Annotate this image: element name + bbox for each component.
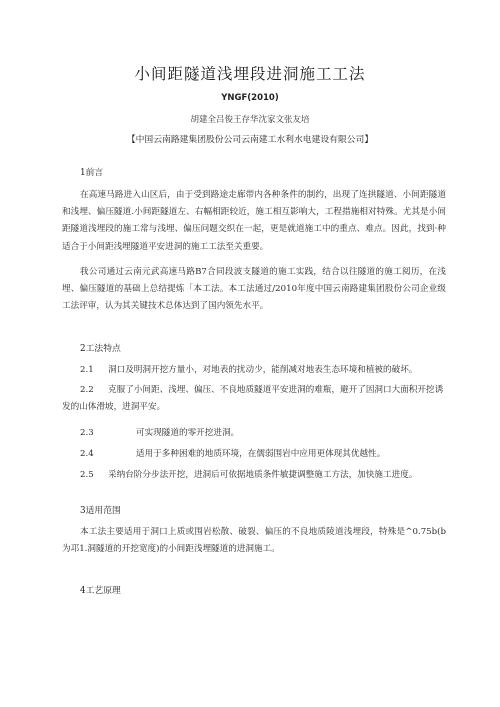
list-item-number: 2.5 bbox=[80, 470, 94, 480]
list-item-text: 适用于多种困难的地质环境，在儒弱围岩中应用更体现其优越性。 bbox=[136, 449, 386, 459]
list-item-text: 采纳台阶分步法开挖，进洞后可依据地质条件敏捷调整施工方法，加快施工进度。 bbox=[108, 470, 418, 480]
list-item-text: 可实现隧道的零开挖进洞。 bbox=[136, 428, 240, 438]
section-heading-2: 2工法特点 bbox=[80, 344, 121, 354]
author-list: 胡建全吕俊王存华沈家文张友培 bbox=[190, 115, 310, 125]
list-item-number: 2.2 bbox=[80, 385, 94, 395]
list-item bbox=[62, 425, 446, 442]
list-item-number: 2.3 bbox=[80, 428, 94, 438]
list-item bbox=[62, 382, 446, 416]
list-item-number: 2.4 bbox=[80, 449, 94, 459]
section-heading-1: 1前言 bbox=[80, 168, 104, 178]
list-item-number: 2.1 bbox=[80, 365, 94, 375]
list-item bbox=[62, 446, 446, 463]
list-item-text: 克服了小间距、浅埋、偏压、不良地质隧道平安进洞的难瓶，避开了因洞口大面积开挖诱发的山体滑坡，进洞平安。 bbox=[62, 385, 444, 413]
standard-code: YNGF(2010) bbox=[221, 93, 279, 103]
section-heading-4: 4工艺原理 bbox=[80, 586, 121, 596]
section-heading-3: 3适用范围 bbox=[80, 506, 121, 516]
list-item bbox=[62, 362, 446, 379]
affiliation: 【中国云南路建集团股份公司云南建工水利水电建设有限公司】 bbox=[126, 135, 374, 145]
paragraph-scope: 本工法主要适用于洞口上质或围岩松散、破裂、偏压的不良地质陵道浅埋段，特殊是^0.75b(b为邛1.洞隧道的开挖宽度)的小间距浅埋隧道的进洞施工。 bbox=[62, 527, 446, 555]
list-item bbox=[62, 467, 446, 484]
paragraph-intro-1: 在高速马路进入山区后，由于受到路途走廊带内各种条件的制约，出现了连拱隧道、小间距隧道和浅埋、偏压隧道.小间距隧道左、右幅相距较近，施工相互影响大，工程措施相对特殊。尤其是小间距隧道浅埋段的施工常与浅埋、偏压问题交织在一起，更是就道施工中的重点、难点。因此，找到·种适合于小间距浅埋隧道平安进洞的施工工法至关重要。 bbox=[62, 190, 446, 252]
list-item-text: 洞口及明洞开挖方量小，对地表的扰动少，能削减对地表生态环境和植被的破坏。 bbox=[108, 365, 418, 375]
page-title: 小间距隧道浅埋段进洞施工工法 bbox=[134, 65, 366, 83]
paragraph-intro-2: 我公司通过云南元武高速马路B7合同段波支隧道的施工实践，结合以往隧道的施工阅历，在浅埋、偏压隧道的基础上总结提炼「本工法。本工法通过/2010年度中国云南路建集团股份公司企业级工法评审，认为其关键技术总体达到了国内领先水平。 bbox=[62, 267, 446, 312]
